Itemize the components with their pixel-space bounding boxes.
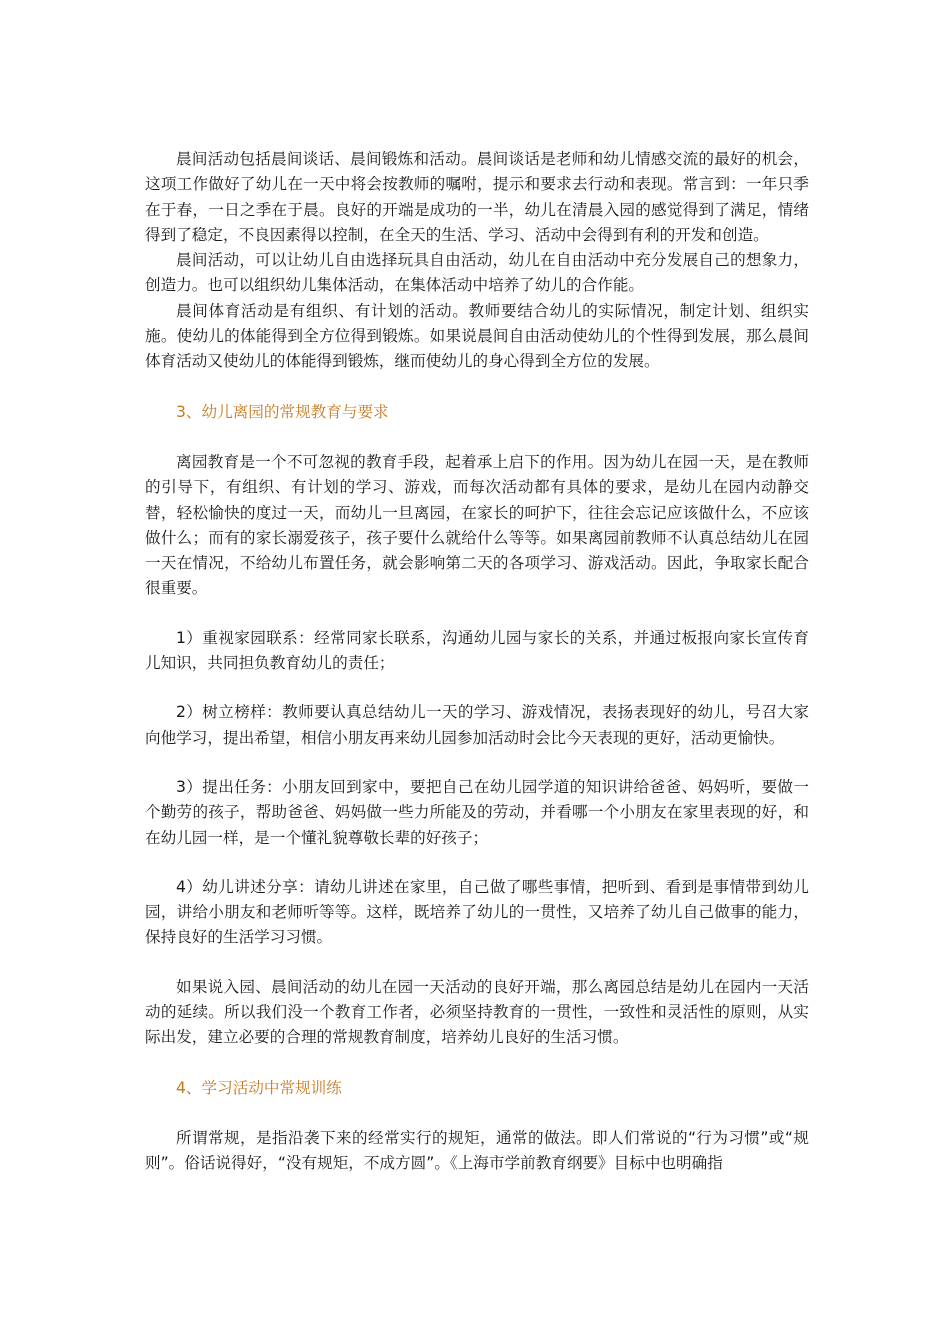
paragraph-free-activities: 晨间活动，可以让幼儿自由选择玩具自由活动，幼儿在自由活动中充分发展自己的想象力，创造力。也可以组织幼儿集体活动，在集体活动中培养了幼儿的合作能。: [145, 251, 809, 295]
paragraph-section3-summary: 如果说入园、晨间活动的幼儿在园一天活动的良好开端，那么离园总结是幼儿在园内一天活动的延续。所以我们没一个教育工作者，必须坚持教育的一贯性，一致性和灵活性的原则，从实际出发，建立必要的合理的常规教育制度，培养幼儿良好的生活习惯。: [145, 977, 809, 1047]
list-item-sharing: 4）幼儿讲述分享：请幼儿讲述在家里，自己做了哪些事情，把听到、看到是事情带到幼儿园，讲给小朋友和老师听等等。这样，既培养了幼儿的一贯性，又培养了幼儿自己做事的能力，保持良好的生活学习习惯。: [145, 877, 809, 947]
section-heading-4: 4、学习活动中常规训练: [176, 1078, 342, 1097]
paragraph-morning-activities: 晨间活动包括晨间谈话、晨间锻炼和活动。晨间谈话是老师和幼儿情感交流的最好的机会，这项工作做好了幼儿在一天中将会按教师的嘱咐，提示和要求去行动和表现。常言到：一年只季在于春，一日之季在于晨。良好的开端是成功的一半，幼儿在清晨入园的感觉得到了满足，情绪得到了稳定，不良因素得以控制，在全天的生活、学习、活动中会得到有利的开发和创造。: [145, 150, 809, 244]
list-item-assign-tasks: 3）提出任务：小朋友回到家中，要把自己在幼儿园学道的知识讲给爸爸、妈妈听，要做一个勤劳的孩子，帮助爸爸、妈妈做一些力所能及的劳动，并看哪一个小朋友在家里表现的好，和在幼儿园一样，是一个懂礼貌尊敬长辈的好孩子；: [145, 777, 809, 847]
paragraph-morning-sports: 晨间体育活动是有组织、有计划的活动。教师要结合幼儿的实际情况，制定计划、组织实施。使幼儿的体能得到全方位得到锻炼。如果说晨间自由活动使幼儿的个性得到发展，那么晨间体育活动又使幼儿的体能得到锻炼，继而使幼儿的身心得到全方位的发展。: [145, 301, 809, 371]
section-heading-3: 3、幼儿离园的常规教育与要求: [176, 402, 389, 421]
list-item-home-school-contact: 1）重视家园联系：经常同家长联系，沟通幼儿园与家长的关系，并通过板报向家长宣传育儿知识，共同担负教育幼儿的责任；: [145, 628, 809, 673]
list-item-set-example: 2）树立榜样：教师要认真总结幼儿一天的学习、游戏情况，表扬表现好的幼儿，号召大家向他学习，提出希望，相信小朋友再来幼儿园参加活动时会比今天表现的更好，活动更愉快。: [145, 703, 809, 747]
paragraph-routine-definition: 所谓常规，是指沿袭下来的经常实行的规矩，通常的做法。即人们常说的“行为习惯”或“规则”。俗话说得好，“没有规矩，不成方圆”。《上海市学前教育纲要》目标中也明确指: [145, 1128, 809, 1173]
paragraph-leaving-education: 离园教育是一个不可忽视的教育手段，起着承上启下的作用。因为幼儿在园一天，是在教师的引导下，有组织、有计划的学习、游戏，而每次活动都有具体的要求，是幼儿在园内动静交替，轻松愉快的度过一天，而幼儿一旦离园，在家长的呵护下，往往会忘记应该做什么，不应该做什么；而有的家长溺爱孩子，孩子要什么就给什么等等。如果离园前教师不认真总结幼儿在园一天在情况，不给幼儿布置任务，就会影响第二天的各项学习、游戏活动。因此，争取家长配合很重要。: [145, 452, 809, 598]
document-page: [145, 147, 809, 1177]
